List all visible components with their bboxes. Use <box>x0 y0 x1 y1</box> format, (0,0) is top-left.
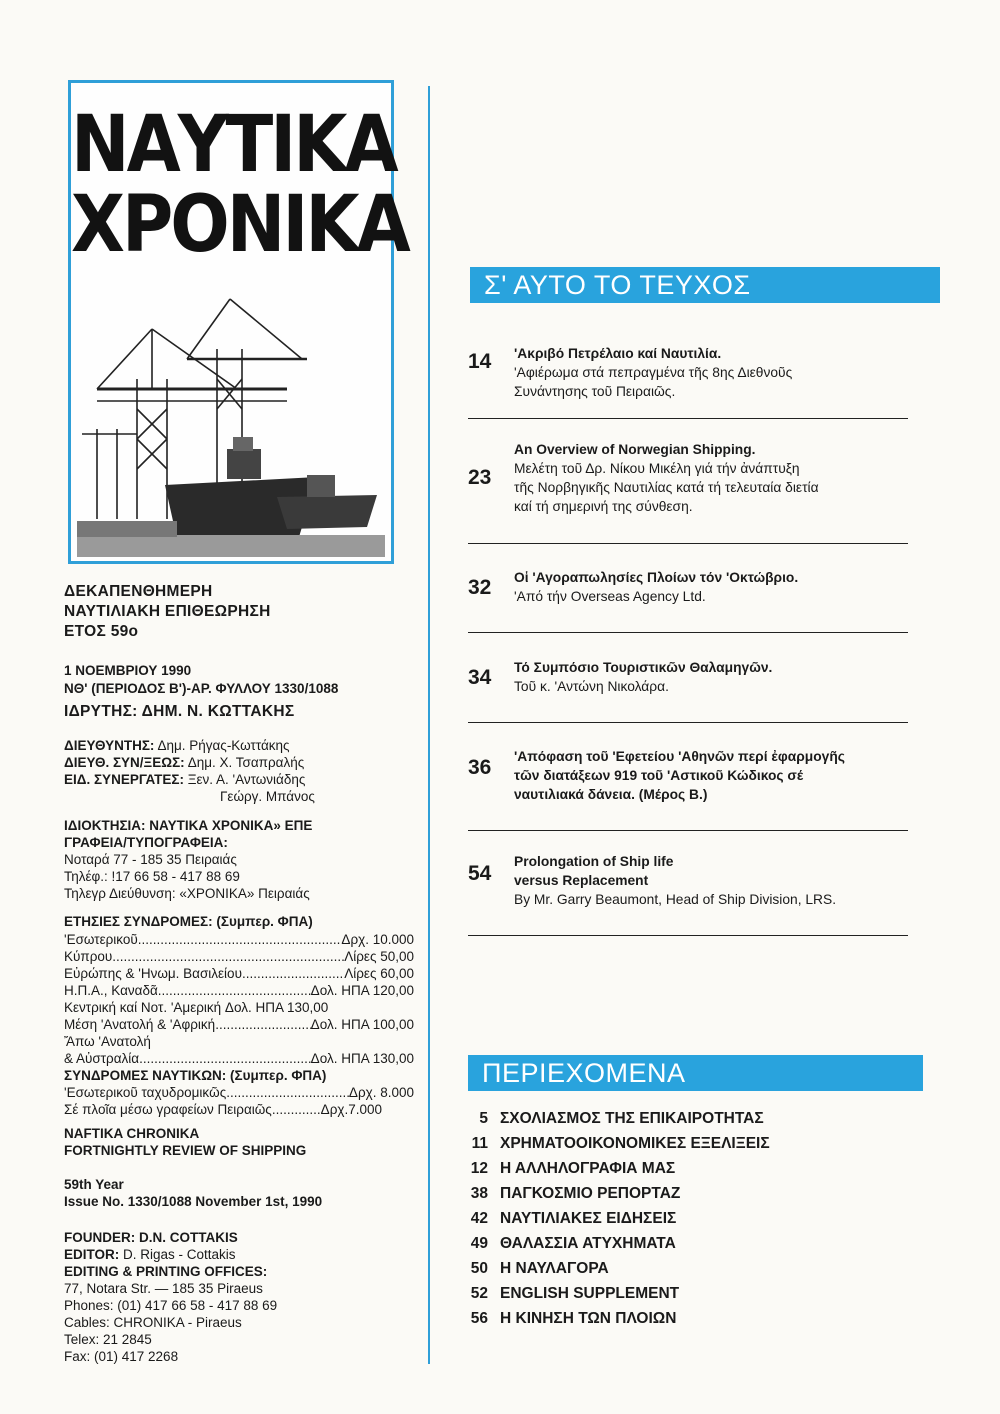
separator <box>468 418 908 419</box>
article-title: ναυτιλιακά δάνεια. (Μέρος Β.) <box>514 787 708 802</box>
rate-value: Δολ. ΗΠΑ 100,00 <box>310 1017 414 1032</box>
contents-page: 11 <box>471 1135 488 1152</box>
contents-heading: ΠΕΡΙΕΧΟΜΕΝΑ <box>468 1055 923 1091</box>
english-phones: Phones: (01) 417 66 58 - 417 88 69 <box>64 1298 278 1313</box>
separator <box>468 722 908 723</box>
separator <box>468 543 908 544</box>
contents-item <box>468 1156 888 1181</box>
rate-row <box>64 1016 414 1033</box>
contents-label: Η ΚΙΝΗΣΗ ΤΩΝ ΠΛΟΙΩΝ <box>500 1310 677 1327</box>
separator <box>468 632 908 633</box>
cover-title-line1: ΝΑΥΤΙΚΑ <box>71 98 396 190</box>
contents-label: Η ΝΑΥΛΑΓΟΡΑ <box>500 1260 609 1277</box>
subtitle-2: ΝΑΥΤΙΛΙΑΚΗ ΕΠΙΘΕΩΡΗΣΗ <box>64 603 271 620</box>
subscriptions-heading: ΕΤΗΣΙΕΣ ΣΥΝΔΡΟΜΕΣ: (Συμπερ. ΦΠΑ) <box>64 914 313 929</box>
rate-label: Η.Π.Α., Καναδᾶ <box>64 983 158 998</box>
article-title: Prolongation of Ship life <box>514 854 674 869</box>
ownership: ΙΔΙΟΚΤΗΣΙΑ: ΝΑΥΤΙΚΑ ΧΡΟΝΙΚΑ» ΕΠΕ <box>64 818 313 833</box>
phone-greek: Τηλέφ.: !17 66 58 - 417 88 69 <box>64 869 240 884</box>
column-divider <box>428 86 430 1364</box>
article-title: versus Replacement <box>514 873 649 888</box>
english-offices: EDITING & PRINTING OFFICES: <box>64 1264 268 1279</box>
article-page: 14 <box>468 350 492 373</box>
staff-role: ΔΙΕΥΘΥΝΤΗΣ: <box>64 738 155 753</box>
separator <box>468 935 908 936</box>
issue-date: 1 ΝΟΕΜΒΡΙΟΥ 1990 <box>64 663 192 678</box>
contents-item <box>468 1206 888 1231</box>
contents-item <box>468 1306 888 1331</box>
contents-item <box>468 1106 888 1131</box>
rate-value: Δολ. ΗΠΑ 130,00 <box>224 1000 329 1015</box>
article-desc: 'Αφιέρωμα στά πεπραγμένα τῆς 8ης Διεθνοῦς <box>514 365 793 380</box>
contents-item <box>468 1231 888 1256</box>
subtitle-3: ΕΤΟΣ 59ο <box>64 623 139 640</box>
article-title: τῶν διατάξεων 919 τοῦ 'Αστικοῦ Κώδικος σέ <box>514 768 804 783</box>
rate-value: Δολ. ΗΠΑ 130,00 <box>310 1051 414 1066</box>
rate-row <box>64 965 414 982</box>
cover-image <box>68 80 408 564</box>
english-subtitle: FORTNIGHTLY REVIEW OF SHIPPING <box>64 1143 307 1158</box>
article-desc: 'Από τήν Overseas Agency Ltd. <box>514 589 706 604</box>
contents-item <box>468 1256 888 1281</box>
rate-label: Μέση 'Ανατολή & 'Αφρική <box>64 1017 216 1032</box>
rate-value: Λίρες 60,00 <box>344 966 414 981</box>
article-desc: Τοῦ κ. 'Αντώνη Νικολάρα. <box>514 679 669 694</box>
staff-role: ΔΙΕΥΘ. ΣΥΝ/ΞΕΩΣ: <box>64 755 185 770</box>
article-desc: τῆς Νορβηγικῆς Ναυτιλίας κατά τή τελευταία διετία <box>514 480 819 495</box>
contents-label: Η ΑΛΛΗΛΟΓΡΑΦΙΑ ΜΑΣ <box>500 1160 676 1177</box>
staff-name: Δημ. Χ. Τσαπραλής <box>187 755 305 770</box>
offices-label: ΓΡΑΦΕΙΑ/ΤΥΠΟΓΡΑΦΕΙΑ: <box>64 835 228 850</box>
seamen-heading: ΣΥΝΔΡΟΜΕΣ ΝΑΥΤΙΚΩΝ: (Συμπερ. ΦΠΑ) <box>64 1068 327 1083</box>
staff-extra: Γεώργ. Μπάνος <box>220 789 315 804</box>
contents-item <box>468 1181 888 1206</box>
staff-line <box>64 771 315 788</box>
rate-value: Δρχ. 10.000 <box>341 932 414 947</box>
rate-value: Λίρες 50,00 <box>344 949 414 964</box>
rate-label: 'Εσωτερικοῦ <box>64 932 138 947</box>
english-telex: Telex: 21 2845 <box>64 1332 152 1347</box>
article-title: 'Ακριβό Πετρέλαιο καί Ναυτιλία. <box>514 346 722 361</box>
english-cables: Cables: CHRONIKA - Piraeus <box>64 1315 242 1330</box>
article-page: 36 <box>468 756 492 779</box>
editor-label: EDITOR: <box>64 1247 120 1262</box>
rate-row <box>64 982 414 999</box>
rate-label: Κύπρου <box>64 949 113 964</box>
founder-greek: ΙΔΡΥΤΗΣ: ΔΗΜ. Ν. ΚΩΤΤΑΚΗΣ <box>64 703 295 720</box>
article-title: Τό Συμπόσιο Τουριστικῶν Θαλαμηγῶν. <box>514 660 773 675</box>
article-page: 54 <box>468 862 492 885</box>
article-desc: καί τή σημερινή της σύνθεση. <box>514 499 693 514</box>
contents-page: 12 <box>470 1160 488 1177</box>
contents-label: ΣΧΟΛΙΑΣΜΟΣ ΤΗΣ ΕΠΙΚΑΙΡΟΤΗΤΑΣ <box>500 1110 764 1127</box>
contents-label: ΘΑΛΑΣΣΙΑ ΑΤΥΧΗΜΑΤΑ <box>500 1235 676 1252</box>
subtitle-1: ΔΕΚΑΠΕΝΘΗΜΕΡΗ <box>64 583 213 600</box>
article-desc: Συνάντησης τοῦ Πειραιῶς. <box>514 384 676 399</box>
separator <box>468 830 908 831</box>
staff-list <box>64 737 315 805</box>
rate-far-east-line1: Ἄπω 'Ανατολή <box>64 1034 151 1049</box>
issue-number: ΝΘ' (ΠΕΡΙΟΔΟΣ Β')-ΑΡ. ΦΥΛΛΟΥ 1330/1088 <box>64 681 339 696</box>
english-fax: Fax: (01) 417 2268 <box>64 1349 179 1364</box>
article-title: 'Απόφαση τοῦ 'Εφετείου 'Αθηνῶν περί ἐφαρμογῆς <box>514 749 845 764</box>
english-founder: FOUNDER: D.N. COTTAKIS <box>64 1230 238 1245</box>
rate-label: 'Εσωτερικοῦ ταχυδρομικῶς <box>64 1085 227 1100</box>
telegram-greek: Τηλεγρ Διεύθυνση: «ΧΡΟΝΙΚΑ» Πειραιάς <box>64 886 310 901</box>
cover-title-line2: ΧΡΟΝΙΚΑ <box>71 178 408 270</box>
contents-page: 38 <box>470 1185 488 1202</box>
rate-value: Δολ. ΗΠΑ 120,00 <box>310 983 414 998</box>
staff-name: Ξεν. Α. 'Αντωνιάδης <box>187 772 306 787</box>
english-editor <box>64 1246 236 1263</box>
contents-label: ΠΑΓΚΟΣΜΙΟ ΡΕΠΟΡΤΑΖ <box>500 1185 681 1202</box>
contents-page: 42 <box>470 1210 488 1227</box>
contents-page: 50 <box>470 1260 488 1277</box>
ship-crane-illustration <box>77 289 385 557</box>
article-title: Οἱ 'Αγοραπωλησίες Πλοίων τόν 'Οκτώβριο. <box>514 570 799 585</box>
article-desc: Μελέτη τοῦ Δρ. Νίκου Μικέλη γιά τήν ἀνάπτυξη <box>514 461 800 476</box>
staff-line <box>64 737 315 754</box>
rate-label: Σέ πλοῖα μέσω γραφείων Πειραιῶς <box>64 1102 272 1117</box>
rate-row <box>64 999 414 1016</box>
staff-role: ΕΙΔ. ΣΥΝΕΡΓΑΤΕΣ: <box>64 772 184 787</box>
contents-list <box>468 1106 888 1331</box>
staff-line <box>64 754 315 771</box>
contents-label: ΧΡΗΜΑΤΟΟΙΚΟΝΟΜΙΚΕΣ ΕΞΕΛΙΞΕΙΣ <box>500 1135 770 1152</box>
in-this-issue-heading: Σ' ΑΥΤΟ ΤΟ ΤΕΥΧΟΣ <box>470 267 940 303</box>
english-address: 77, Notara Str. — 185 35 Piraeus <box>64 1281 263 1296</box>
rate-value: Δρχ. 8.000 <box>348 1085 414 1100</box>
contents-page: 5 <box>479 1110 488 1127</box>
article-page: 23 <box>468 466 492 489</box>
contents-page: 52 <box>470 1285 488 1302</box>
rate-row <box>64 1050 414 1067</box>
address-greek: Νοταρά 77 - 185 35 Πειραιάς <box>64 852 237 867</box>
rate-row <box>64 1084 414 1101</box>
contents-item <box>468 1281 888 1306</box>
english-title: NAFTIKA CHRONIKA <box>64 1126 200 1141</box>
english-year: 59th Year <box>64 1177 124 1192</box>
subscription-rates <box>64 931 414 1118</box>
rate-label: Κεντρική καί Νοτ. 'Αμερική <box>64 1000 222 1015</box>
rate-row <box>64 931 414 948</box>
article-page: 34 <box>468 666 492 689</box>
article-desc: By Mr. Garry Beaumont, Head of Ship Division, LRS. <box>514 892 837 907</box>
rate-label: Εὐρώπης & 'Ηνωμ. Βασιλείου <box>64 966 242 981</box>
contents-label: ENGLISH SUPPLEMENT <box>500 1285 680 1302</box>
contents-label: ΝΑΥΤΙΛΙΑΚΕΣ ΕΙΔΗΣΕΙΣ <box>500 1210 677 1227</box>
editor-name: D. Rigas - Cottakis <box>123 1247 236 1262</box>
rate-row <box>64 948 414 965</box>
rate-label: & Αὐστραλία <box>64 1051 140 1066</box>
staff-name: Δημ. Ρήγας-Κωττάκης <box>157 738 290 753</box>
rate-row <box>64 1101 382 1118</box>
article-page: 32 <box>468 576 492 599</box>
contents-page: 56 <box>470 1310 488 1327</box>
rate-value: Δρχ.7.000 <box>320 1102 382 1117</box>
contents-page: 49 <box>470 1235 488 1252</box>
english-issue: Issue No. 1330/1088 November 1st, 1990 <box>64 1194 323 1209</box>
article-title: An Overview of Norwegian Shipping. <box>514 442 756 457</box>
contents-item <box>468 1131 888 1156</box>
